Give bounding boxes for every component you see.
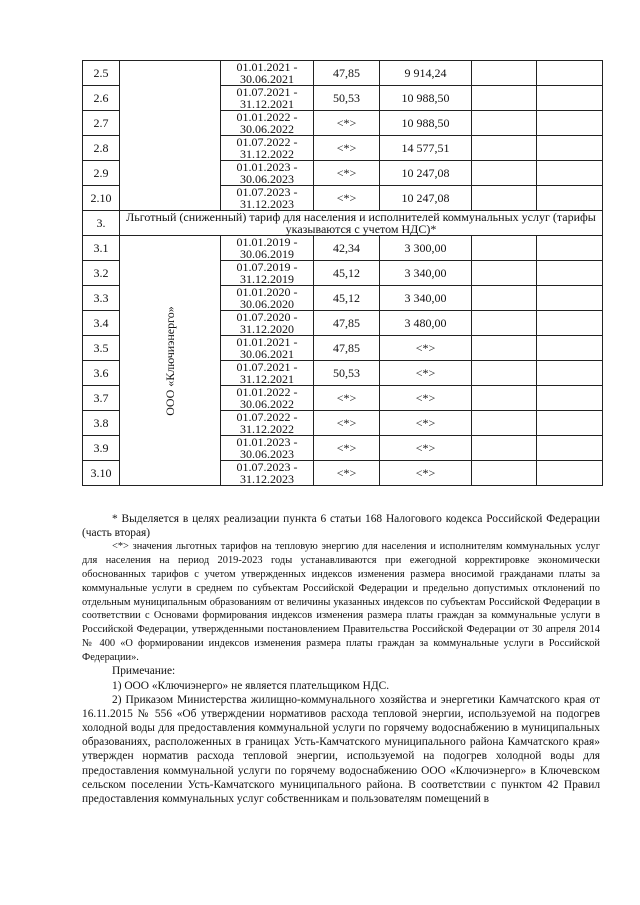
period-end: 31.12.2020 xyxy=(240,322,294,336)
period-cell xyxy=(221,136,314,161)
tariff-value: <*> xyxy=(380,336,472,361)
tariff-value: <*> xyxy=(380,386,472,411)
empty-cell-a xyxy=(472,111,537,136)
tariff-value: <*> xyxy=(380,436,472,461)
footnote-angle: <*> значения льготных тарифов на тепловую энергию для населения и исполнителям коммунальных услуг для населения на период 2019-2023 годы устанавливаются при ежегодной корректировке экономически обоснованных тарифов с учетом утвержденных индексов изменения размера вносимой гражданами платы за коммунальные услуги в среднем по субъектам Российской Федерации и предельно допустимых отклонений по отдельным муниципальным образованиям от величины указанных индексов по субъектам Российской Федерации в соответствии с Основами формирования индексов изменения размера платы граждан за коммунальные услуги в Российской Федерации, утвержденными постановлением Правительства Российской Федерации от 30 апреля 2014 № 400 «О формировании индексов изменения размера платы граждан за коммунальные услуги в Российской Федерации». xyxy=(82,541,600,663)
empty-cell-b xyxy=(537,386,603,411)
period-end: 30.06.2019 xyxy=(240,247,294,261)
tariff-value: 3 340,00 xyxy=(380,286,472,311)
empty-cell-a xyxy=(472,61,537,86)
period-start: 01.01.2023 - xyxy=(236,435,298,449)
empty-cell-b xyxy=(537,111,603,136)
period-end: 31.12.2019 xyxy=(240,272,294,286)
section-3-title: Льготный (сниженный) тариф для населения и исполнителей коммунальных услуг (тарифы указываются с учетом НДС)* xyxy=(120,211,603,236)
row-number: 3.8 xyxy=(83,411,120,436)
heat-value: 45,12 xyxy=(314,286,380,311)
empty-cell-b xyxy=(537,136,603,161)
tariff-value: 3 480,00 xyxy=(380,311,472,336)
tariff-value: 10 247,08 xyxy=(380,161,472,186)
row-number: 3.5 xyxy=(83,336,120,361)
tariff-value: 10 988,50 xyxy=(380,86,472,111)
heat-value: <*> xyxy=(314,411,380,436)
period-start: 01.07.2023 - xyxy=(236,185,298,199)
period-cell xyxy=(221,436,314,461)
section-3-row xyxy=(83,211,603,236)
table-body-bottom xyxy=(83,236,603,486)
section-3-number: 3. xyxy=(83,211,120,236)
period-cell xyxy=(221,61,314,86)
row-number: 2.8 xyxy=(83,136,120,161)
row-number: 3.1 xyxy=(83,236,120,261)
period-cell xyxy=(221,311,314,336)
period-end: 31.12.2021 xyxy=(240,97,294,111)
tariff-value: <*> xyxy=(380,461,472,486)
heat-value: 47,85 xyxy=(314,336,380,361)
heat-value: 50,53 xyxy=(314,361,380,386)
period-cell xyxy=(221,286,314,311)
period-end: 30.06.2023 xyxy=(240,447,294,461)
heat-value: <*> xyxy=(314,436,380,461)
heat-value: <*> xyxy=(314,136,380,161)
row-number: 2.10 xyxy=(83,186,120,211)
heat-value: 42,34 xyxy=(314,236,380,261)
period-end: 30.06.2020 xyxy=(240,297,294,311)
period-cell xyxy=(221,236,314,261)
notes-block xyxy=(82,512,600,806)
row-number: 3.2 xyxy=(83,261,120,286)
period-end: 31.12.2021 xyxy=(240,372,294,386)
empty-cell-b xyxy=(537,336,603,361)
empty-cell-b xyxy=(537,61,603,86)
period-start: 01.01.2021 - xyxy=(236,60,298,74)
empty-cell-a xyxy=(472,286,537,311)
empty-cell-a xyxy=(472,236,537,261)
period-cell xyxy=(221,86,314,111)
row-number: 3.7 xyxy=(83,386,120,411)
period-cell xyxy=(221,461,314,486)
org-name-vertical: ООО «Ключиэнерго» xyxy=(163,305,177,416)
period-cell xyxy=(221,411,314,436)
empty-cell-b xyxy=(537,436,603,461)
empty-cell-b xyxy=(537,411,603,436)
period-start: 01.07.2021 - xyxy=(236,360,298,374)
period-start: 01.01.2022 - xyxy=(236,110,298,124)
period-start: 01.07.2023 - xyxy=(236,460,298,474)
empty-cell-a xyxy=(472,461,537,486)
period-end: 31.12.2022 xyxy=(240,147,294,161)
heat-value: <*> xyxy=(314,461,380,486)
section-3-header xyxy=(83,211,603,236)
empty-cell-b xyxy=(537,361,603,386)
tariff-value: 9 914,24 xyxy=(380,61,472,86)
period-start: 01.01.2020 - xyxy=(236,285,298,299)
period-start: 01.01.2023 - xyxy=(236,160,298,174)
row-number: 2.9 xyxy=(83,161,120,186)
empty-cell-a xyxy=(472,136,537,161)
heat-value: <*> xyxy=(314,186,380,211)
period-start: 01.07.2021 - xyxy=(236,85,298,99)
row-number: 3.6 xyxy=(83,361,120,386)
empty-cell-a xyxy=(472,386,537,411)
remark-2: 2) Приказом Министерства жилищно-коммунального хозяйства и энергетики Камчатского края от 16.11.2015 № 556 «Об утверждении нормативов расхода тепловой энергии, используемой на подогрев холодной воды для предоставления коммунальной услуги по горячему водоснабжению в муниципальных образованиях, расположенных в границах Усть-Камчатского муниципального района Камчатского края» утвержден норматив расхода тепловой энергии, используемой на подогрев холодной воды для предоставления коммунальной услуги по горячему водоснабжению ООО «Ключиэнерго» в Ключевском сельском поселении Усть-Камчатского муниципального района. В соответствии с пунктом 42 Правил предоставления коммунальных услуг собственникам и пользователям помещений в xyxy=(82,693,600,805)
empty-cell-b xyxy=(537,236,603,261)
empty-cell-a xyxy=(472,161,537,186)
heat-value: <*> xyxy=(314,111,380,136)
period-end: 31.12.2023 xyxy=(240,472,294,486)
tariff-table xyxy=(82,60,603,486)
empty-cell-b xyxy=(537,86,603,111)
remark-1: 1) ООО «Ключиэнерго» не является плательщиком НДС. xyxy=(112,679,390,692)
table-body-top xyxy=(83,61,603,211)
period-end: 30.06.2021 xyxy=(240,72,294,86)
heat-value: <*> xyxy=(314,386,380,411)
org-cell xyxy=(120,236,221,486)
row-number: 2.5 xyxy=(83,61,120,86)
empty-cell-b xyxy=(537,461,603,486)
empty-cell-a xyxy=(472,186,537,211)
period-cell xyxy=(221,161,314,186)
heat-value: 50,53 xyxy=(314,86,380,111)
org-cell xyxy=(120,61,221,211)
period-cell xyxy=(221,186,314,211)
empty-cell-b xyxy=(537,186,603,211)
empty-cell-a xyxy=(472,361,537,386)
tariff-value: 14 577,51 xyxy=(380,136,472,161)
empty-cell-b xyxy=(537,261,603,286)
empty-cell-a xyxy=(472,411,537,436)
remark-label: Примечание: xyxy=(112,665,176,678)
heat-value: 47,85 xyxy=(314,311,380,336)
empty-cell-b xyxy=(537,286,603,311)
empty-cell-a xyxy=(472,86,537,111)
period-end: 30.06.2022 xyxy=(240,397,294,411)
period-end: 30.06.2021 xyxy=(240,347,294,361)
period-start: 01.07.2020 - xyxy=(236,310,298,324)
heat-value: 47,85 xyxy=(314,61,380,86)
table-row xyxy=(83,61,603,86)
row-number: 2.6 xyxy=(83,86,120,111)
period-start: 01.07.2019 - xyxy=(236,260,298,274)
empty-cell-b xyxy=(537,311,603,336)
empty-cell-a xyxy=(472,261,537,286)
footnote-star: * Выделяется в целях реализации пункта 6 статьи 168 Налогового кодекса Российской Федерации (часть вторая) xyxy=(82,513,600,540)
empty-cell-a xyxy=(472,436,537,461)
period-cell xyxy=(221,361,314,386)
period-cell xyxy=(221,111,314,136)
period-start: 01.01.2019 - xyxy=(236,235,298,249)
tariff-value: 10 247,08 xyxy=(380,186,472,211)
period-start: 01.01.2022 - xyxy=(236,385,298,399)
period-start: 01.01.2021 - xyxy=(236,335,298,349)
tariff-value: 10 988,50 xyxy=(380,111,472,136)
row-number: 3.10 xyxy=(83,461,120,486)
period-cell xyxy=(221,336,314,361)
empty-cell-b xyxy=(537,161,603,186)
table-row xyxy=(83,236,603,261)
tariff-value: <*> xyxy=(380,411,472,436)
tariff-value: 3 340,00 xyxy=(380,261,472,286)
tariff-value: 3 300,00 xyxy=(380,236,472,261)
period-start: 01.07.2022 - xyxy=(236,410,298,424)
period-end: 30.06.2022 xyxy=(240,122,294,136)
row-number: 3.3 xyxy=(83,286,120,311)
period-cell xyxy=(221,261,314,286)
empty-cell-a xyxy=(472,336,537,361)
row-number: 3.4 xyxy=(83,311,120,336)
heat-value: <*> xyxy=(314,161,380,186)
period-cell xyxy=(221,386,314,411)
empty-cell-a xyxy=(472,311,537,336)
tariff-value: <*> xyxy=(380,361,472,386)
period-start: 01.07.2022 - xyxy=(236,135,298,149)
period-end: 31.12.2023 xyxy=(240,197,294,211)
period-end: 30.06.2023 xyxy=(240,172,294,186)
row-number: 2.7 xyxy=(83,111,120,136)
row-number: 3.9 xyxy=(83,436,120,461)
heat-value: 45,12 xyxy=(314,261,380,286)
period-end: 31.12.2022 xyxy=(240,422,294,436)
